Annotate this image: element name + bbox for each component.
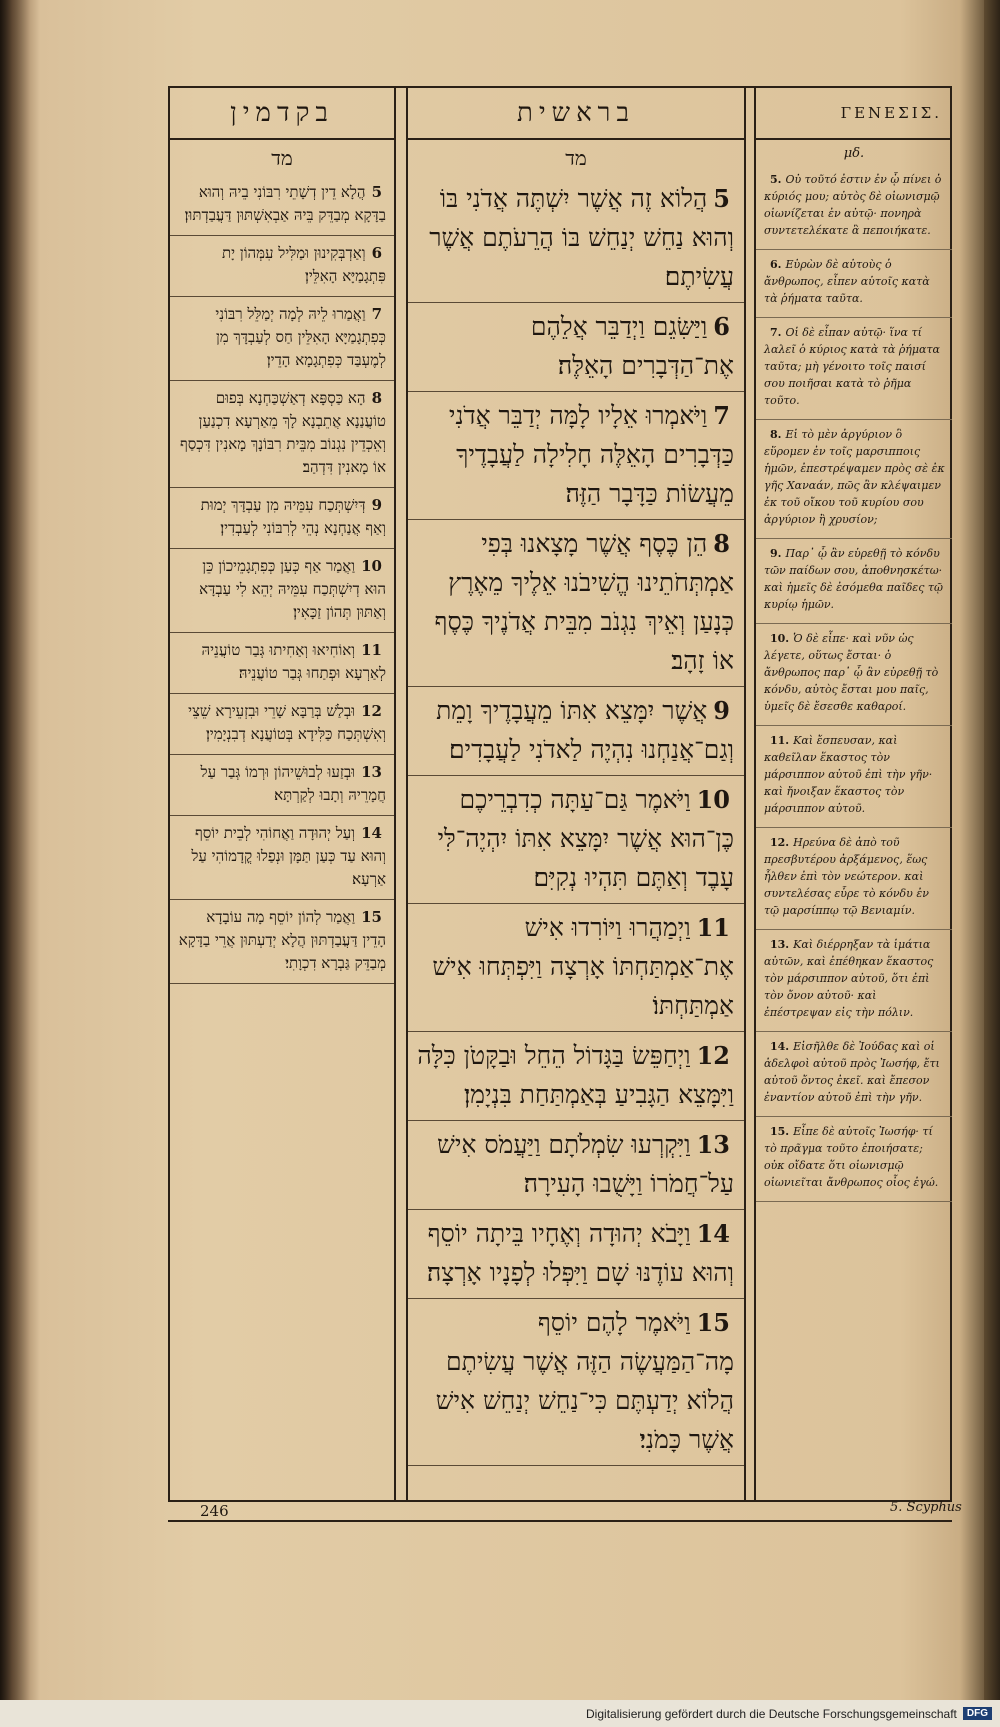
hebrew-verse [408, 1032, 744, 1121]
targum-verse [170, 633, 394, 694]
hebrew-verse-number: 12 [696, 1041, 730, 1070]
hebrew-verse-number: 6 [713, 312, 730, 341]
hebrew-verse-number: 15 [696, 1308, 730, 1337]
greek-verse [756, 1117, 952, 1202]
greek-verse-text: Εἶπε δὲ αὐτοῖς Ἰωσήφ· τί τὸ πρᾶγμα τοῦτο ἐποιήσατε; οὐκ οἴδατε ὅτι οἰωνισμῷ οἰωνιεῖται ἄνθρωπος οἷος ἐγώ. [764, 1125, 939, 1189]
greek-verse-text: Εἰσῆλθε δὲ Ἰούδας καὶ οἱ ἀδελφοὶ αὐτοῦ πρὸς Ἰωσήφ, ἔτι αὐτοῦ ὄντος ἐκεῖ. καὶ ἔπεσον ἐναντίον αὐτοῦ ἐπὶ τὴν γῆν. [764, 1040, 940, 1104]
dfg-logo: DFG [963, 1707, 992, 1720]
page-edge [984, 0, 1000, 1700]
targum-verse-number: 14 [361, 824, 382, 842]
greek-verse-number: 7. [770, 326, 782, 339]
greek-verse [756, 828, 952, 930]
hebrew-verse-text: הֵן כֶּסֶף אֲשֶׁר מָצָאנוּ בְּפִי אַמְתְּחֹתֵינוּ הֱשִׁיבֹנוּ אֵלֶיךָ מֵאֶרֶץ כְּנָעַן וְאֵיךְ נִגְנֹב מִבֵּית אֲדֹנֶיךָ כֶּסֶף אוֹ זָהָב׃ [434, 529, 734, 675]
hebrew-verse-number: 14 [696, 1219, 730, 1248]
greek-verse-text: Οὐ τοῦτό ἐστιν ἐν ᾧ πίνει ὁ κύριός μου; αὐτὸς δὲ οἰωνισμῷ οἰωνίζεται ἐν αὐτῷ· πονηρὰ συντετελέκατε ἃ πεποιήκατε. [764, 173, 942, 237]
hebrew-verse [408, 1299, 744, 1466]
text-frame [168, 86, 952, 1502]
greek-verse-text: Καὶ ἔσπευσαν, καὶ καθεῖλαν ἕκαστος τὸν μάρσιππον αὐτοῦ ἐπὶ τὴν γῆν· καὶ ἤνοιξαν ἕκαστος τὸν μάρσιππον αὐτοῦ. [764, 734, 933, 815]
hebrew-verse [408, 1210, 744, 1299]
hebrew-verse [408, 520, 744, 687]
greek-verse-text: Ηρεύνα δὲ ἀπὸ τοῦ πρεσβυτέρου ἀρξάμενος, ἕως ἦλθεν ἐπὶ τὸν νεώτερον. καὶ συντελέσας εὗρε τὸ κόνδυ ἐν τῷ μαρσίππῳ τῷ Βενιαμίν. [764, 836, 929, 917]
greek-verse-text: Ὁ δὲ εἶπε· καὶ νῦν ὡς λέγετε, οὕτως ἔσται· ὁ ἄνθρωπος παρ᾽ ᾧ ἂν εὑρεθῇ τὸ κόνδυ, αὐτὸς ἔσται μου παῖς, ὑμεῖς δὲ ἔσεσθε καθαροί. [764, 632, 939, 713]
hebrew-verse-text: וַיְחַפֵּשׂ בַּגָּדוֹל הֵחֵל וּבַקָּטֹן כִּלָּה וַיִּמָּצֵא הַגָּבִיעַ בְּאַמְתַּחַת בִּנְיָמִן׃ [417, 1041, 734, 1109]
greek-verse-text: Εἰ τὸ μὲν ἀργύριον ὃ εὕρομεν ἐν τοῖς μαρσιπποις ἡμῶν, ἐπεστρέψαμεν πρὸς σὲ ἐκ γῆς Χαναάν, πῶς ἂν κλέψαιμεν ἐκ τοῦ οἴκου τοῦ κυρίου σου ἀργύριον ἢ χρυσίον; [764, 428, 945, 526]
greek-verse [756, 539, 952, 624]
targum-verse-text: וְאַדְבְּקִינוּן וּמַלִּיל עִמְּהוֹן יָת פִּתְגָמַיָּא הָאִלֵּין׃ [222, 244, 386, 285]
hebrew-verse-number: 7 [713, 401, 730, 430]
targum-verse-text: וַאֲמַר אַף כְּעַן כְּפִתְגָמֵיכוֹן כֵּן הוּא דְיִשְׁתְּכַח עִמֵּיהּ יְהֵא לִי עַבְדָּא וְאַתּוּן תְּהוֹן זַכָּאִין׃ [199, 557, 386, 621]
hebrew-verse-number: 13 [696, 1130, 730, 1159]
targum-verse-number: 6 [371, 244, 382, 262]
targum-verses [170, 175, 394, 984]
hebrew-verse-text: וַיַּשִּׂגֵם וַיְדַבֵּר אֲלֵהֶם אֶת־הַדְּבָרִים הָאֵלֶּה׃ [530, 312, 734, 380]
hebrew-verse-number: 5 [713, 184, 730, 213]
targum-verse-number: 9 [371, 496, 382, 514]
targum-header: בקדמין [170, 88, 394, 140]
targum-verse [170, 175, 394, 236]
greek-verse-number: 5. [770, 173, 782, 186]
credit-bar [0, 1700, 1000, 1727]
hebrew-verse-text: וַיָּבֹא יְהוּדָה וְאֶחָיו בֵּיתָה יוֹסֵף וְהוּא עוֹדֶנּוּ שָׁם וַיִּפְּלוּ לְפָנָיו אָרְצָה׃ [426, 1219, 734, 1287]
targum-verse-number: 12 [361, 702, 382, 720]
hebrew-verse [408, 687, 744, 776]
footer-rule [168, 1520, 952, 1522]
greek-verse [756, 420, 952, 539]
targum-verse-number: 8 [371, 389, 382, 407]
targum-verse-text: וַאֲמַר לְהוֹן יוֹסֵף מָה עוֹבָדָא הָדֵין דַּעֲבַדְתּוּן הֲלָא יְדַעְתּוּן אֲרֵי בַדָּקָא מְבַדֵּק גַּבְרָא דִכְוָתִי׃ [178, 908, 386, 972]
hebrew-verse-number: 11 [696, 913, 730, 942]
greek-verse [756, 726, 952, 828]
targum-verse-text: הֲלָא דֵין דְשָׁתֵי רִבּוֹנִי בֵיהּ וְהוּא בַדָּקָא מְבַדֵּק בֵּיהּ אַבְאִשְׁתּוּן דַּעֲבַדְתּוּן׃ [184, 183, 386, 224]
greek-verse-number: 15. [770, 1125, 790, 1138]
targum-verse-number: 13 [361, 763, 382, 781]
targum-verse-text: וְעַל יְהוּדָה וַאֲחוֹהִי לְבֵית יוֹסֵף וְהוּא עַד כְּעַן תַּמָּן וּנְפַלוּ קֳדָמוֹהִי עַל אַרְעָא׃ [191, 824, 386, 888]
greek-verse-number: 8. [770, 428, 782, 441]
greek-verse [756, 1032, 952, 1117]
hebrew-chapter: מד [565, 146, 587, 170]
targum-verse [170, 900, 394, 984]
greek-verse-text: Οἱ δὲ εἶπαν αὐτῷ· ἵνα τί λαλεῖ ὁ κύριος κατὰ τὰ ῥήματα ταῦτα; μὴ γένοιτο τοῖς παισί σου ποιῆσαι κατὰ τὸ ῥῆμα τοῦτο. [764, 326, 940, 407]
greek-header: ΓΕΝΕΣΙΣ. [756, 88, 952, 140]
hebrew-verse-text: הֲלוֹא זֶה אֲשֶׁר יִשְׁתֶּה אֲדֹנִי בּוֹ וְהוּא נַחֵשׁ יְנַחֵשׁ בּוֹ הֲרֵעֹתֶם אֲשֶׁר עֲשִׂיתֶם׃ [429, 184, 734, 291]
hebrew-verses [408, 175, 744, 1466]
page-number: 246 [200, 1502, 229, 1520]
greek-verse [756, 318, 952, 420]
hebrew-header: בראשית [408, 88, 744, 140]
targum-verse [170, 236, 394, 297]
greek-verse-text: Εὑρὼν δὲ αὐτοὺς ὁ ἄνθρωπος, εἶπεν αὐτοῖς κατὰ τὰ ῥήματα ταῦτα. [764, 258, 930, 305]
greek-verse-number: 10. [770, 632, 790, 645]
hebrew-verse-text: אֲשֶׁר יִמָּצֵא אִתּוֹ מֵעֲבָדֶיךָ וָמֵת וְגַם־אֲנַחְנוּ נִהְיֶה לַאדֹנִי לַעֲבָדִים׃ [436, 696, 734, 764]
targum-verse [170, 816, 394, 900]
hebrew-verse [408, 1121, 744, 1210]
hebrew-verse-text: וַיֹּאמֶר גַּם־עַתָּה כְדִבְרֵיכֶם כֶּן־הוּא אֲשֶׁר יִמָּצֵא אִתּוֹ יִהְיֶה־לִּי עָבֶד וְאַתֶּם תִּהְיוּ נְקִיִּם׃ [437, 785, 734, 892]
greek-verse-text: Καὶ διέρρηξαν τὰ ἱμάτια αὐτῶν, καὶ ἐπέθηκαν ἕκαστος τὸν μάρσιππον αὐτοῦ, ὅτι ἐπὶ τὸν ὄνον αὐτοῦ· καὶ ἐπέστρεψαν εἰς τὴν πόλιν. [764, 938, 934, 1019]
hebrew-verse-text: וַיֹּאמְרוּ אֵלָיו לָמָּה יְדַבֵּר אֲדֹנִי כַּדְּבָרִים הָאֵלֶּה חָלִילָה לַעֲבָדֶיךָ מֵעֲשׂוֹת כַּדָּבָר הַזֶּה׃ [448, 401, 734, 508]
hebrew-verse [408, 776, 744, 904]
greek-verse-text: Παρ᾽ ᾧ ἂν εὑρεθῇ τὸ κόνδυ τῶν παίδων σου, ἀποθνησκέτω· καὶ ἡμεῖς δὲ ἐσόμεθα παῖδες τῷ κυρίῳ ἡμῶν. [764, 547, 943, 611]
greek-verse [756, 930, 952, 1032]
greek-verse-number: 6. [770, 258, 782, 271]
greek-verses [756, 165, 952, 1202]
hebrew-verse [408, 175, 744, 303]
hebrew-verse-text: וַיִּקְרְעוּ שִׂמְלֹתָם וַיַּעֲמֹס אִישׁ עַל־חֲמֹרוֹ וַיָּשֻׁבוּ הָעִירָה׃ [437, 1130, 734, 1198]
targum-verse [170, 488, 394, 549]
targum-verse-number: 11 [361, 641, 382, 659]
greek-verse-number: 11. [770, 734, 790, 747]
targum-verse-text: וּבְלַשׁ בְּרַבָּא שָׁרֵי וּבִזְעֵירָא שֵׁצֵי וְאִשְׁתְּכַח כַּלִּידָא בְּטוֹעֲנָא דְבִנְיָמִין׃ [188, 702, 386, 743]
greek-verse-number: 12. [770, 836, 790, 849]
greek-verse [756, 250, 952, 318]
hebrew-column [406, 88, 746, 1500]
targum-verse-text: דְּיִשְׁתְּכַח עִמֵּיהּ מִן עַבְדָּךְ יְמוּת וְאַף אֲנַחְנָא נְהֵי לְרִבּוֹנִי לְעַבְדִין׃ [200, 496, 386, 537]
hebrew-verse [408, 904, 744, 1032]
targum-verse-text: וְאוֹחִיאוּ וְאַחִיתוּ גְּבַר טוֹעֲנֵיהּ לְאַרְעָא וּפְתַחוּ גְּבַר טוֹעֲנֵיהּ׃ [201, 641, 386, 682]
hebrew-verse-text: וַיְמַהֲרוּ וַיּוֹרִדוּ אִישׁ אֶת־אַמְתַּחְתּוֹ אָרְצָה וַיִּפְתְּחוּ אִישׁ אַמְתַּחְתּוֹ׃ [432, 913, 734, 1020]
targum-verse-number: 15 [361, 908, 382, 926]
greek-verse-number: 13. [770, 938, 790, 951]
hebrew-verse [408, 303, 744, 392]
targum-verse-number: 5 [371, 183, 382, 201]
targum-verse [170, 297, 394, 381]
targum-verse [170, 755, 394, 816]
greek-column [754, 88, 952, 1500]
targum-verse [170, 381, 394, 488]
targum-column [170, 88, 396, 1500]
hebrew-verse-number: 10 [696, 785, 730, 814]
hebrew-verse-number: 8 [713, 529, 730, 558]
targum-verse-text: וַאֲמַרוּ לֵיהּ לְמָה יְמַלֵּל רִבּוֹנִי כְּפִתְגָמַיָּא הָאִלֵּין חַס לְעַבְדָּךְ מִן לְמֶעְבַּד כְּפִתְגָמָא הָדֵין׃ [215, 305, 386, 369]
targum-verse-text: וּבְזַעוּ לְבוּשֵׁיהוֹן וּרְמוֹ גְּבַר עַל חֲמָרֵיהּ וְתָבוּ לְקַרְתָּא׃ [200, 763, 386, 804]
targum-verse-text: הָא כַּסְפָּא דְאַשְׁכַּחְנָא בְּפוּם טוֹעֲנַנָא אֲתֵבְנָא לָךְ מֵאַרְעָא דִכְנַעַן וְאֵכְדֵין נִגְנוֹב מִבֵּית רִבּוֹנָךְ מָאנִין דִּכְסַף אוֹ מָאנִין דִּדְהַב׃ [179, 389, 386, 476]
greek-verse-number: 14. [770, 1040, 790, 1053]
hebrew-verse [408, 392, 744, 520]
credit-text: Digitalisierung gefördert durch die Deutsche Forschungsgemeinschaft [586, 1706, 957, 1721]
greek-verse-number: 9. [770, 547, 782, 560]
greek-verse [756, 624, 952, 726]
greek-verse [756, 165, 952, 250]
catchword: 5. Scyphus [890, 1500, 962, 1515]
targum-chapter: מד [271, 146, 293, 170]
targum-verse-number: 10 [361, 557, 382, 575]
hebrew-verse-text: וַיֹּאמֶר לָהֶם יוֹסֵף מָה־הַמַּעֲשֶׂה הַזֶּה אֲשֶׁר עֲשִׂיתֶם הֲלוֹא יְדַעְתֶּם כִּי־נַחֵשׁ יְנַחֵשׁ אִישׁ אֲשֶׁר כָּמֹנִי׃ [435, 1308, 734, 1454]
targum-verse [170, 549, 394, 633]
targum-verse-number: 7 [371, 305, 382, 323]
targum-verse [170, 694, 394, 755]
spine-shadow [0, 0, 30, 1700]
hebrew-verse-number: 9 [713, 696, 730, 725]
greek-chapter: μδ. [843, 146, 865, 161]
